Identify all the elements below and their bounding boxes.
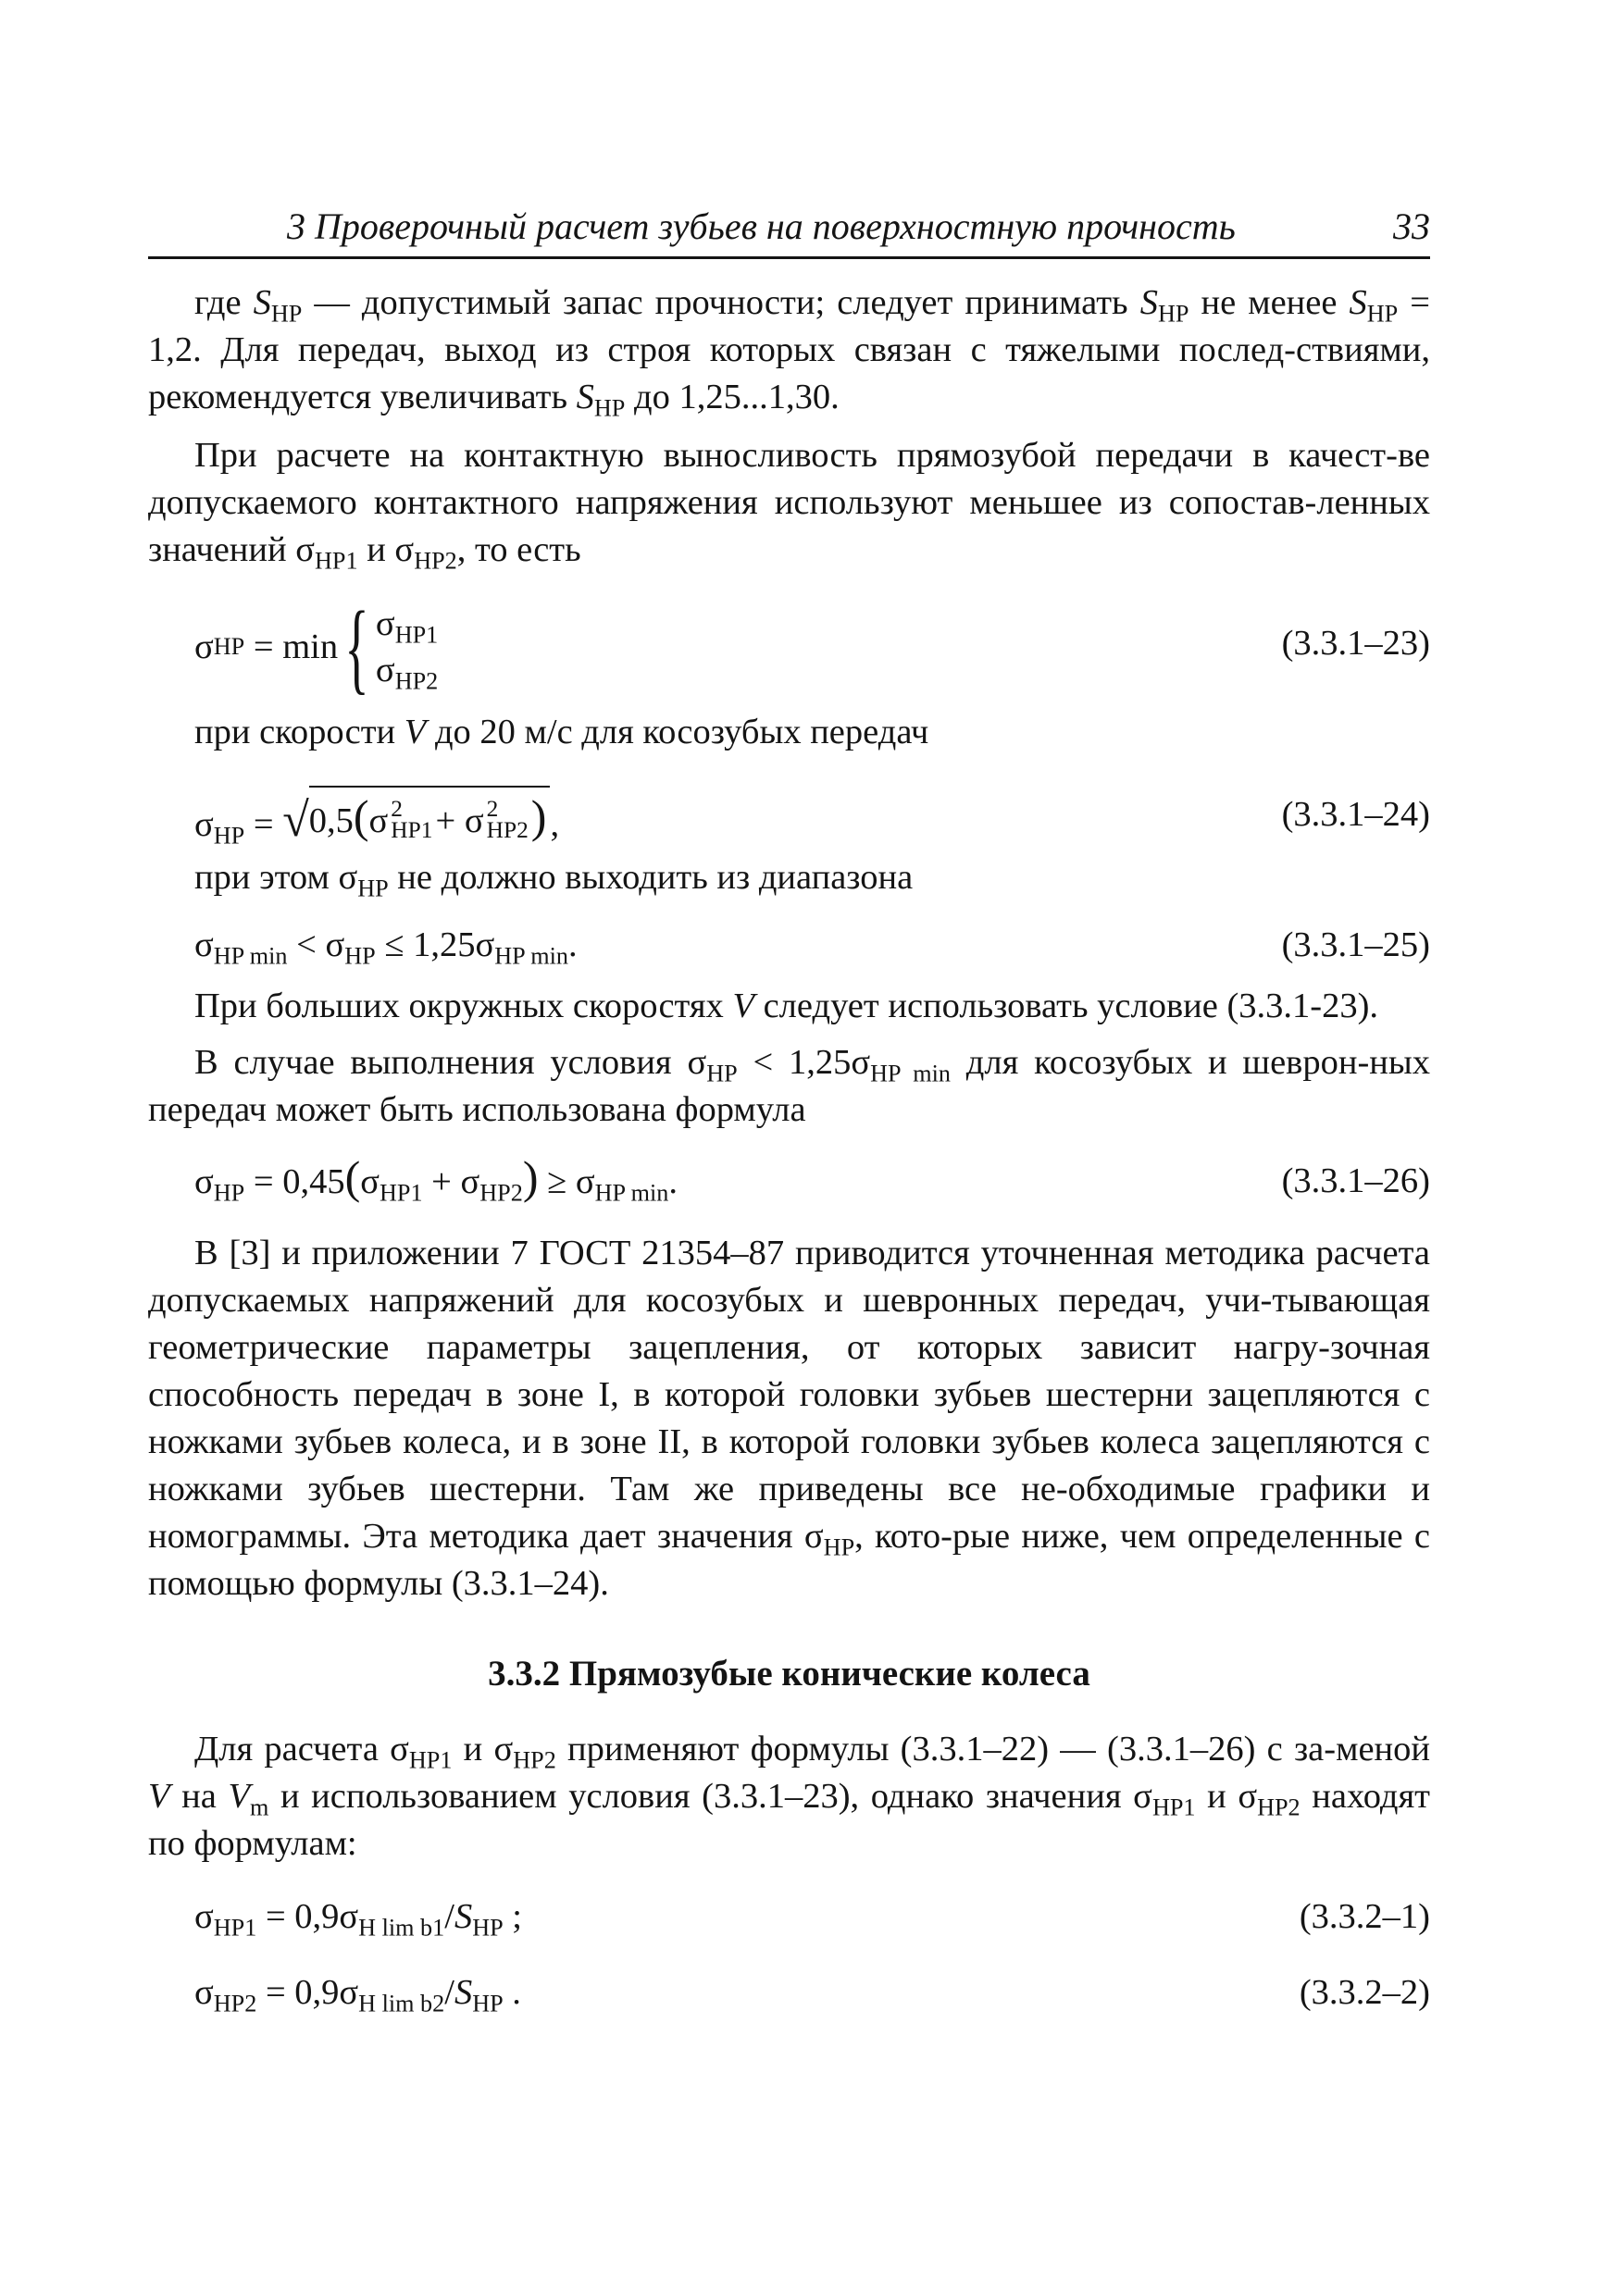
equation-number: (3.3.1–24) <box>1281 795 1430 834</box>
equation-3-3-1-26: $\sigma_{HP} = 0,45(\sigma_{HP1} + \sigma_{HP2}) \ge \sigma_{HP min}$. (3.3.1–26) <box>194 1151 1430 1207</box>
line-speed-condition: при скорости V до 20 м/с для косозубых передач <box>194 713 929 751</box>
section-heading: 3.3.2 Прямозубые конические колеса <box>488 1654 1090 1694</box>
equation-3-3-1-23: σ HP = min { $\sigma_{HP1}$ $\sigma_{HP2}$ (3.3.1–23) <box>194 590 1430 703</box>
paragraph-helical-condition: В случае выполнения условия $\sigma_{HP} < 1,25\sigma_{HP min}$ для косозубых и шеврон-ных передач может быть использована формула <box>148 1043 1430 1129</box>
header-title: 3 Проверочный расчет зубьев на поверхностную прочность <box>287 205 1236 247</box>
equation-number: (3.3.1–26) <box>1281 1161 1430 1200</box>
page-number: 33 <box>1393 205 1430 247</box>
equation-3-3-1-24: $\sigma_{HP}$ = √ 0,5(σ 2 HP1 + σ 2 HP2 ) , (3.3.1–24) <box>148 786 1430 841</box>
paragraph-gost-method: В [3] и приложении 7 ГОСТ 21354–87 приводится уточненная методика расчета допускаемых напряжений для косозубых и шевронных передач, учи-тывающая геометрические параметры зацепления, от которых зависит нагру-зочная способность передач в зоне I, в которой головки зубьев шестерни зацепляются с ножками зубьев колеса, и в зоне II, в которой головки зубьев колеса зацепляются с ножками зубьев шестерни. Там же приведены все не-обходимые графики и номограммы. Эта методика дает значения $\sigma_{HP}$, кото-рые ниже, чем определенные с помощью формулы (3.3.1–24). <box>148 1234 1430 1603</box>
equation-number: (3.3.1–25) <box>1281 925 1430 964</box>
document-page <box>148 199 1430 2021</box>
running-header <box>148 199 1430 259</box>
paragraph-high-speed: При больших окружных скоростях V следует использовать условие (3.3.1-23). <box>194 987 1379 1025</box>
paragraph-contact-endurance: При расчете на контактную выносливость прямозубой передачи в качест-ве допускаемого контактного напряжения используют меньшее из сопостав-ленных значений $\sigma_{HP1}$ и $\sigma_{HP2}$, то есть <box>148 436 1430 575</box>
line-range-condition: при этом $\sigma_{HP}$ не должно выходить из диапазона <box>194 858 914 902</box>
equation-number: (3.3.2–1) <box>1299 1897 1430 1936</box>
equation-number: (3.3.2–2) <box>1299 1973 1430 2012</box>
equation-3-3-2-1: $\sigma_{HP1} = 0,9\sigma_{H lim b1}/S_{HP}$ ; (3.3.2–1) <box>148 1893 1430 1945</box>
paragraph-bevel-gears: Для расчета $\sigma_{HP1}$ и $\sigma_{HP2}$ применяют формулы (3.3.1–22) — (3.3.1–26) с за-меной V на $V_m$ и использованием условия (3.3.1–23), однако значения $\sigma_{HP1}$ и $\sigma_{HP2}$ находят по формулам: <box>148 1730 1430 1863</box>
equation-3-3-2-2: $\sigma_{HP2} = 0,9\sigma_{H lim b2}/S_{HP}$ . (3.3.2–2) <box>148 1969 1430 2021</box>
paragraph-safety-factor: где $S_{HP}$ — допустимый запас прочности; следует принимать $S_{HP}$ не менее $S_{HP} = 1,2$. Для передач, выход из строя которых связан с тяжелыми послед-ствиями, рекомендуется увеличивать $S_{HP}$ до 1,25...1,30. <box>148 283 1430 422</box>
equation-number: (3.3.1–23) <box>1281 624 1430 663</box>
equation-3-3-1-25: $\sigma_{HP min} < \sigma_{HP} \le 1,25\sigma_{HP min}$. (3.3.1–25) <box>148 922 1430 970</box>
